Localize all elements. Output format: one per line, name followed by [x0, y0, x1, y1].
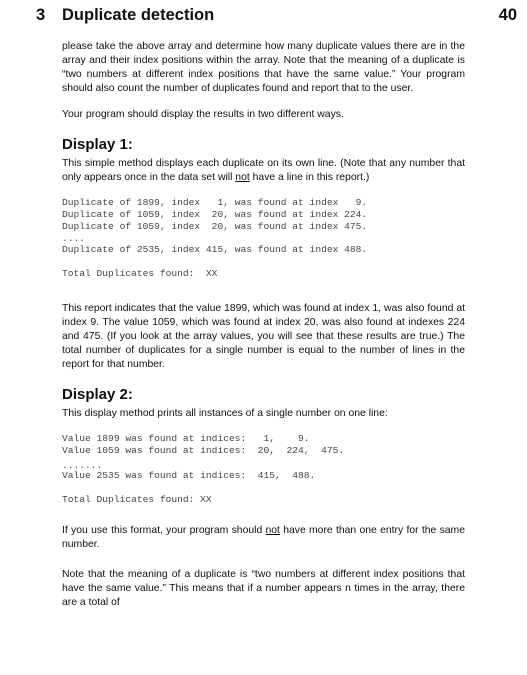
- section-number: 3: [36, 6, 46, 24]
- display2-code-line: Value 1899 was found at indices: 1, 9.: [62, 433, 310, 444]
- section-header: [0, 6, 527, 30]
- display1-desc-text: This simple method displays each duplicate on its own line. (Note that any number that only appears once in the data set will: [62, 158, 465, 183]
- display2-total-line: Total Duplicates found: XX: [62, 494, 212, 505]
- document-body: [62, 40, 465, 610]
- display1-explanation: This report indicates that the value 1899, which was found at index 1, was also found at index 9. The value 1059, which was found at index 20, was also found at indexes 224 and 475. (If you look at the array values, you will see that these results are true.) The total number of duplicates for a single number is equal to the number of lines in the report for that number.: [62, 303, 465, 370]
- display1-heading: Display 1:: [62, 136, 133, 153]
- intro-display-note: Your program should display the results in two different ways.: [62, 109, 344, 120]
- display2-code-line: Value 1059 was found at indices: 20, 224, 475.: [62, 445, 345, 456]
- display2-note: [62, 524, 465, 552]
- display1-desc-text-end: have a line in this report.): [249, 172, 370, 183]
- display2-note-text-end: have more than one entry for the same number.: [62, 525, 465, 550]
- page-number: 40: [498, 6, 517, 24]
- display2-heading: Display 2:: [62, 386, 133, 403]
- display1-ellipsis: ....: [62, 233, 86, 244]
- display2-ellipsis: .......: [62, 460, 103, 471]
- display1-total-line: Total Duplicates found: XX: [62, 268, 218, 279]
- final-paragraph: Note that the meaning of a duplicate is “two numbers at different index positions that have the same value.” This means that if a number appears n times in the array, there are a total of: [62, 569, 465, 608]
- display2-note-underlined: not: [265, 525, 280, 536]
- display1-desc-underlined: not: [235, 172, 250, 183]
- display2-last-line: Value 2535 was found at indices: 415, 488.: [62, 470, 316, 481]
- section-title: Duplicate detection: [62, 6, 215, 24]
- display1-code-line: Duplicate of 1059, index 20, was found at index 475.: [62, 221, 368, 232]
- intro-paragraph: please take the above array and determine how many duplicate values there are in the array and their index positions within the array. Note that the meaning of a duplicate is “two numbers at different index positions that have the same value.” Your program should also count the number of duplicates found and report that to the user.: [62, 41, 465, 94]
- display2-note-text: If you use this format, your program should: [62, 525, 266, 536]
- display1-description: [62, 157, 465, 185]
- display1-last-line: Duplicate of 2535, index 415, was found at index 488.: [62, 244, 368, 255]
- display2-description: This display method prints all instances of a single number on one line:: [62, 408, 388, 419]
- display1-code-block: [62, 197, 465, 280]
- display2-code-block: [62, 433, 465, 506]
- display1-code-line: Duplicate of 1899, index 1, was found at index 9.: [62, 197, 368, 208]
- display1-code-line: Duplicate of 1059, index 20, was found at index 224.: [62, 209, 368, 220]
